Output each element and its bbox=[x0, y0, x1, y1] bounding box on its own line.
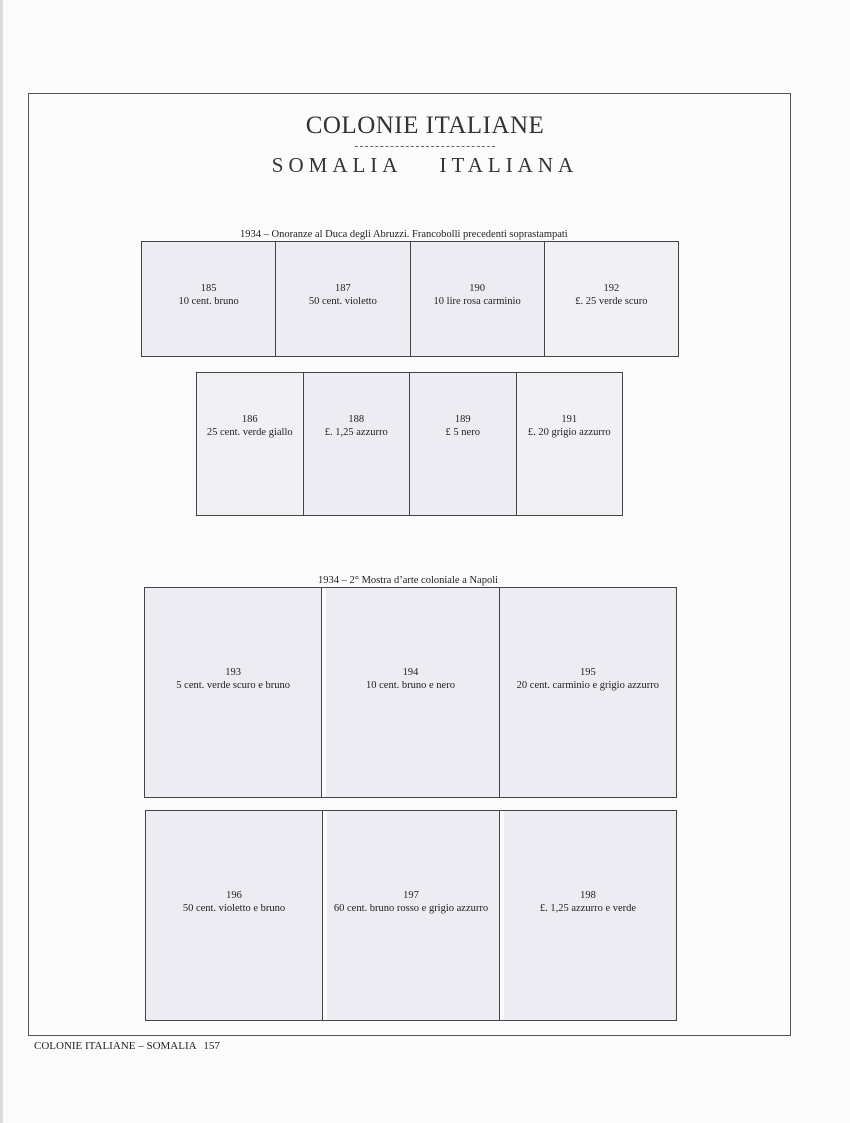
stamp-description: 50 cent. violetto bbox=[308, 296, 377, 307]
stamp-description: 20 cent. carminio e grigio azzurro bbox=[516, 680, 659, 691]
stamp-strip-4 bbox=[145, 810, 677, 1021]
stamp-number: 188 bbox=[348, 414, 365, 425]
stamp-label bbox=[322, 666, 498, 692]
stamp-number: 186 bbox=[241, 414, 258, 425]
stamp-mount-194 bbox=[322, 588, 499, 797]
stamp-description: £. 1,25 azzurro bbox=[324, 427, 388, 438]
stamp-label bbox=[145, 666, 321, 692]
stamp-description: £. 25 verde scuro bbox=[575, 296, 648, 307]
page-title: COLONIE ITALIANE bbox=[305, 112, 545, 139]
stamp-mount-196 bbox=[146, 811, 323, 1020]
stamp-number: 187 bbox=[335, 283, 351, 294]
title-divider bbox=[355, 146, 495, 147]
stamp-number: 185 bbox=[200, 283, 217, 294]
stamp-label bbox=[276, 282, 409, 308]
stamp-mount-185 bbox=[142, 242, 276, 356]
stamp-strip-1 bbox=[141, 241, 679, 357]
stamp-label bbox=[411, 282, 544, 308]
stamp-description: £. 1,25 azzurro e verde bbox=[539, 903, 637, 914]
stamp-label bbox=[304, 413, 410, 439]
page-number: 157 bbox=[203, 1040, 220, 1052]
stamp-description: £ 5 nero bbox=[445, 427, 480, 438]
stamp-number: 195 bbox=[579, 667, 596, 678]
stamp-mount-198 bbox=[500, 811, 676, 1020]
stamp-mount-195 bbox=[500, 588, 676, 797]
section-2-title: 1934 – 2° Mostra d’arte coloniale a Napoli bbox=[318, 575, 499, 586]
stamp-mount-192 bbox=[545, 242, 678, 356]
stamp-description: 10 lire rosa carminio bbox=[433, 296, 521, 307]
stamp-label bbox=[500, 666, 676, 692]
stamp-mount-188 bbox=[304, 373, 411, 515]
stamp-label bbox=[146, 889, 322, 915]
stamp-mount-197 bbox=[323, 811, 500, 1020]
stamp-strip-3 bbox=[144, 587, 677, 798]
stamp-description: £. 20 grigio azzurro bbox=[527, 427, 611, 438]
stamp-label bbox=[410, 413, 516, 439]
stamp-strip-2 bbox=[196, 372, 623, 516]
stamp-label bbox=[323, 889, 499, 915]
stamp-number: 191 bbox=[561, 414, 578, 425]
page-subtitle: SOMALIA ITALIANA bbox=[271, 153, 579, 177]
stamp-label bbox=[545, 282, 678, 308]
stamp-label bbox=[517, 413, 623, 439]
stamp-label bbox=[142, 282, 275, 308]
stamp-mount-187 bbox=[276, 242, 410, 356]
stamp-number: 196 bbox=[226, 890, 242, 901]
stamp-number: 193 bbox=[225, 667, 242, 678]
footer-label: COLONIE ITALIANE – SOMALIA bbox=[34, 1040, 197, 1052]
stamp-description: 5 cent. verde scuro e bruno bbox=[176, 680, 291, 691]
stamp-number: 189 bbox=[454, 414, 471, 425]
stamp-mount-190 bbox=[411, 242, 545, 356]
stamp-mount-191 bbox=[517, 373, 623, 515]
stamp-mount-193 bbox=[145, 588, 322, 797]
stamp-number: 198 bbox=[580, 890, 596, 901]
stamp-description: 25 cent. verde giallo bbox=[206, 427, 293, 438]
stamp-description: 50 cent. violetto e bruno bbox=[182, 903, 286, 914]
stamp-number: 192 bbox=[603, 283, 620, 294]
stamp-description: 10 cent. bruno e nero bbox=[366, 680, 455, 691]
stamp-mount-189 bbox=[410, 373, 517, 515]
stamp-number: 197 bbox=[403, 890, 419, 901]
stamp-number: 194 bbox=[402, 667, 419, 678]
section-1-title: 1934 – Onoranze al Duca degli Abruzzi. Francobolli precedenti soprastampati bbox=[240, 229, 568, 240]
stamp-label bbox=[197, 413, 303, 439]
stamp-description: 10 cent. bruno bbox=[178, 296, 239, 307]
stamp-mount-186 bbox=[197, 373, 304, 515]
page-footer bbox=[34, 1040, 224, 1052]
stamp-label bbox=[500, 889, 676, 915]
stamp-description: 60 cent. bruno rosso e grigio azzurro bbox=[333, 903, 489, 914]
stamp-number: 190 bbox=[469, 283, 485, 294]
